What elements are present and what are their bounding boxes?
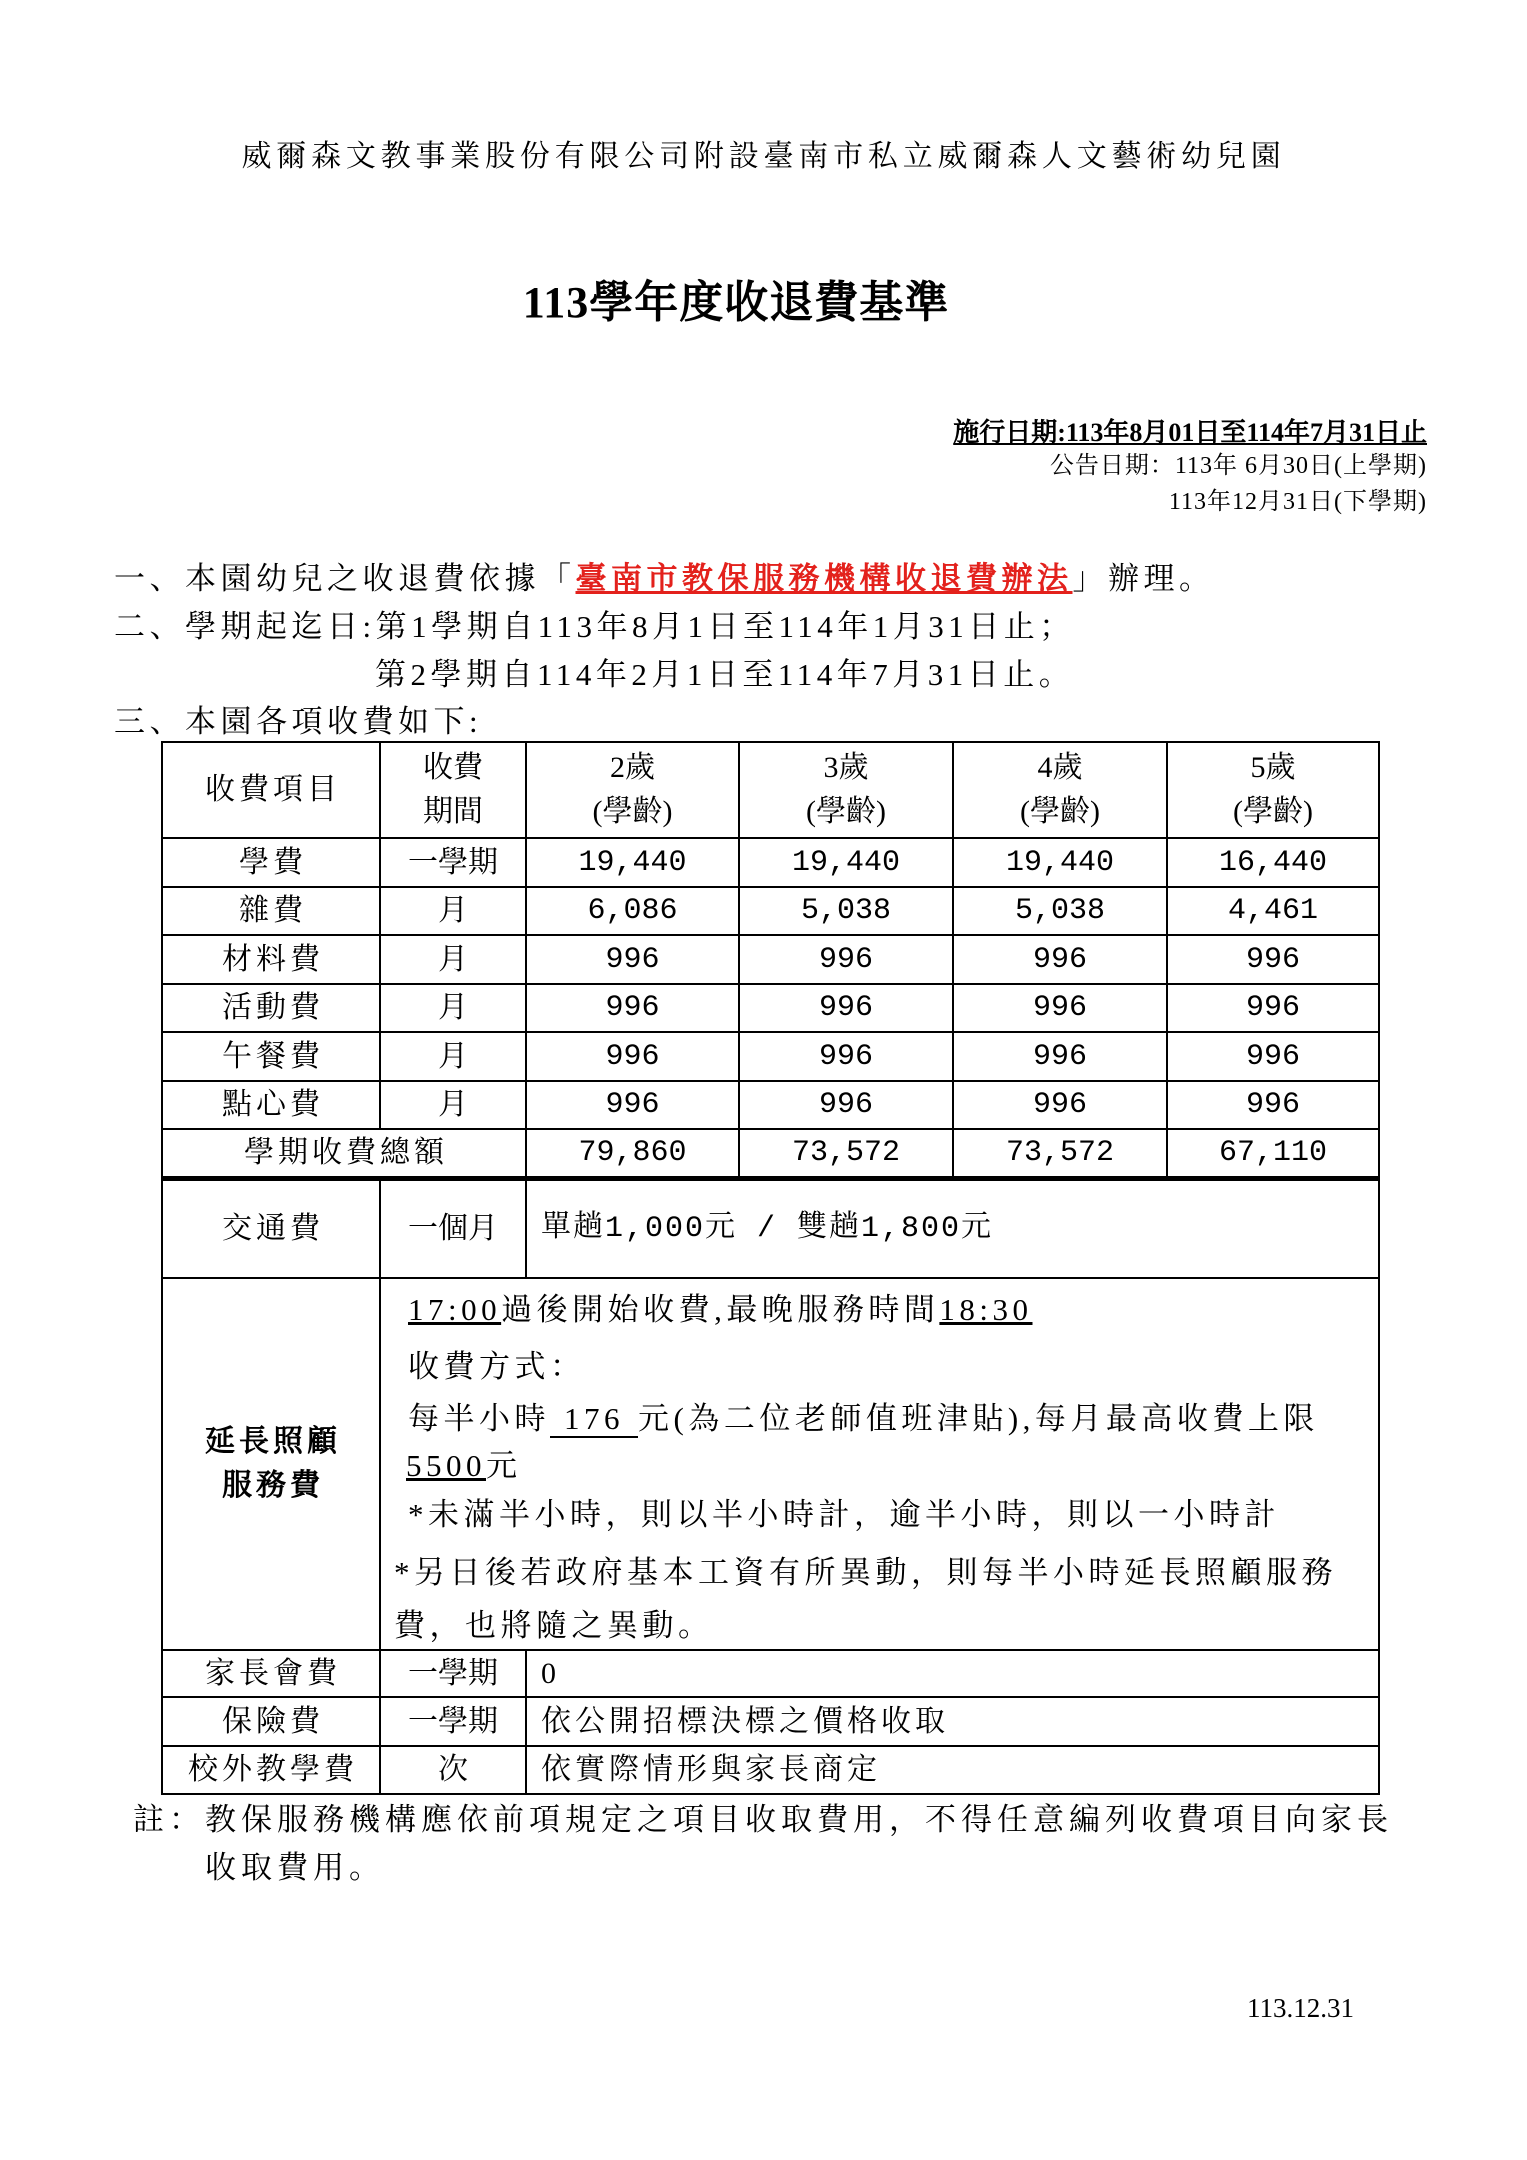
header-age-sub: (學齡) bbox=[592, 795, 673, 828]
fee-cell: 996 bbox=[526, 984, 739, 1032]
extended-care-details bbox=[380, 1278, 1379, 1650]
row-period: 月 bbox=[380, 1081, 526, 1129]
row-period: 月 bbox=[380, 935, 526, 984]
transport-row bbox=[162, 1178, 1379, 1278]
fee-cell: 996 bbox=[526, 1032, 739, 1081]
clause-2-line-1: 二、學期起迄日:第1學期自113年8月1日至114年1月31日止； bbox=[114, 609, 1075, 644]
row-period: 一學期 bbox=[380, 1650, 526, 1697]
fee-cell: 996 bbox=[526, 935, 739, 984]
fee-cell: 996 bbox=[739, 1081, 953, 1129]
fee-cell: 996 bbox=[953, 984, 1167, 1032]
announce-date-first-semester: 公告日期：113年 6月30日(上學期) bbox=[1049, 453, 1427, 479]
header-age-label: 4歲 bbox=[1037, 751, 1083, 784]
organization-name: 威爾森文教事業股份有限公司附設臺南市私立威爾森人文藝術幼兒園 bbox=[241, 140, 1286, 173]
start-time: 17:00 bbox=[408, 1292, 502, 1327]
clause-1-suffix: 」辦理。 bbox=[1072, 561, 1215, 596]
extended-care-row bbox=[162, 1278, 1379, 1650]
end-time: 18:30 bbox=[939, 1292, 1033, 1327]
header-age-2 bbox=[526, 742, 739, 838]
total-cell: 67,110 bbox=[1167, 1129, 1379, 1178]
fee-cell: 4,461 bbox=[1167, 887, 1379, 935]
row-item: 校外教學費 bbox=[162, 1746, 380, 1794]
rounding-note: *未滿半小時，則以半小時計，逾半小時，則以一小時計 bbox=[408, 1497, 1280, 1532]
row-period: 月 bbox=[380, 887, 526, 935]
clause-3: 三、本園各項收費如下: bbox=[114, 704, 483, 739]
rate-prefix: 每半小時 bbox=[408, 1401, 550, 1436]
transport-item: 交通費 bbox=[162, 1178, 380, 1278]
total-cell: 73,572 bbox=[739, 1129, 953, 1178]
row-period: 月 bbox=[380, 1032, 526, 1081]
extended-care-label-line-2: 服務費 bbox=[222, 1469, 324, 1502]
header-period bbox=[380, 742, 526, 838]
header-period-line-1: 收費 bbox=[423, 751, 483, 784]
extended-care-label bbox=[162, 1278, 380, 1650]
header-age-4 bbox=[953, 742, 1167, 838]
table-row bbox=[162, 1032, 1379, 1081]
fee-cell: 996 bbox=[526, 1081, 739, 1129]
monthly-cap bbox=[406, 1444, 522, 1488]
fee-table bbox=[161, 741, 1380, 1795]
header-age-label: 3歲 bbox=[823, 751, 869, 784]
table-header-row bbox=[162, 742, 1379, 838]
cap-value: 5500 bbox=[406, 1448, 486, 1483]
fee-cell: 996 bbox=[1167, 935, 1379, 984]
fee-cell: 19,440 bbox=[739, 838, 953, 887]
row-value: 依實際情形與家長商定 bbox=[526, 1746, 1379, 1794]
extended-care-hours bbox=[408, 1288, 1033, 1332]
fee-cell: 5,038 bbox=[953, 887, 1167, 935]
header-age-sub: (學齡) bbox=[1020, 795, 1100, 828]
header-age-sub: (學齡) bbox=[806, 795, 886, 828]
row-item: 學費 bbox=[162, 838, 380, 887]
transport-period: 一個月 bbox=[380, 1178, 526, 1278]
row-period: 一學期 bbox=[380, 1697, 526, 1746]
table-row bbox=[162, 984, 1379, 1032]
fee-cell: 996 bbox=[953, 935, 1167, 984]
clause-2-line-2: 第2學期自114年2月1日至114年7月31日止。 bbox=[375, 657, 1075, 692]
fee-cell: 996 bbox=[1167, 1032, 1379, 1081]
table-row bbox=[162, 887, 1379, 935]
header-age-sub: (學齡) bbox=[1233, 795, 1313, 828]
wage-change-note-line-2: 費，也將隨之異動。 bbox=[394, 1608, 714, 1643]
header-period-line-2: 期間 bbox=[423, 795, 483, 828]
clause-1 bbox=[114, 557, 1215, 601]
total-label: 學期收費總額 bbox=[162, 1129, 526, 1178]
header-item: 收費項目 bbox=[162, 742, 380, 838]
fee-cell: 19,440 bbox=[526, 838, 739, 887]
row-value: 0 bbox=[526, 1650, 1379, 1697]
document-title: 113學年度收退費基準 bbox=[522, 278, 950, 327]
total-cell: 79,860 bbox=[526, 1129, 739, 1178]
cap-unit: 元 bbox=[486, 1448, 522, 1483]
fee-cell: 996 bbox=[953, 1032, 1167, 1081]
row-value: 依公開招標決標之價格收取 bbox=[526, 1697, 1379, 1746]
extended-care-label-line-1: 延長照顧 bbox=[205, 1425, 341, 1458]
fee-cell: 996 bbox=[739, 984, 953, 1032]
row-period: 次 bbox=[380, 1746, 526, 1794]
row-item: 活動費 bbox=[162, 984, 380, 1032]
row-period: 月 bbox=[380, 984, 526, 1032]
announce-date-second-semester: 113年12月31日(下學期) bbox=[1168, 489, 1427, 515]
table-row bbox=[162, 838, 1379, 887]
hours-text: 過後開始收費,最晚服務時間 bbox=[501, 1292, 940, 1327]
fee-cell: 996 bbox=[739, 1032, 953, 1081]
header-age-label: 2歲 bbox=[610, 751, 655, 784]
row-item: 家長會費 bbox=[162, 1650, 380, 1697]
header-age-3 bbox=[739, 742, 953, 838]
row-item: 保險費 bbox=[162, 1697, 380, 1746]
total-cell: 73,572 bbox=[953, 1129, 1167, 1178]
row-item: 材料費 bbox=[162, 935, 380, 984]
header-age-label: 5歲 bbox=[1250, 751, 1296, 784]
rate-value: 176 bbox=[550, 1402, 638, 1438]
row-item: 午餐費 bbox=[162, 1032, 380, 1081]
charge-rate bbox=[408, 1397, 1319, 1441]
fee-cell: 16,440 bbox=[1167, 838, 1379, 887]
note-line-2: 收取費用。 bbox=[205, 1850, 385, 1885]
table-row bbox=[162, 1081, 1379, 1129]
row-item: 雜費 bbox=[162, 887, 380, 935]
row-item: 點心費 bbox=[162, 1081, 380, 1129]
table-row bbox=[162, 1650, 1379, 1697]
rate-suffix: 元(為二位老師值班津貼),每月最高收費上限 bbox=[638, 1401, 1319, 1436]
effective-date: 施行日期:113年8月01日至114年7月31日止 bbox=[953, 418, 1427, 447]
footer-date: 113.12.31 bbox=[1247, 1993, 1354, 2023]
wage-change-note-line-1: *另日後若政府基本工資有所異動，則每半小時延長照顧服務 bbox=[394, 1555, 1337, 1590]
fee-cell: 996 bbox=[739, 935, 953, 984]
extended-care-text-block bbox=[381, 1279, 1378, 1649]
fee-cell: 5,038 bbox=[739, 887, 953, 935]
table-row bbox=[162, 1697, 1379, 1746]
row-period: 一學期 bbox=[380, 838, 526, 887]
total-row bbox=[162, 1129, 1379, 1178]
clause-1-prefix: 一、本園幼兒之收退費依據「 bbox=[114, 561, 576, 596]
table-row bbox=[162, 1746, 1379, 1794]
regulation-link[interactable]: 臺南市教保服務機構收退費辦法 bbox=[575, 561, 1073, 596]
fee-cell: 996 bbox=[1167, 1081, 1379, 1129]
fee-cell: 6,086 bbox=[526, 887, 739, 935]
note-line-1: 註：教保服務機構應依前項規定之項目收取費用，不得任意編列收費項目向家長 bbox=[133, 1802, 1393, 1837]
transport-fee: 單趟1,000元 / 雙趟1,800元 bbox=[526, 1178, 1379, 1278]
fee-cell: 996 bbox=[953, 1081, 1167, 1129]
fee-cell: 19,440 bbox=[953, 838, 1167, 887]
fee-cell: 996 bbox=[1167, 984, 1379, 1032]
charge-method-label: 收費方式： bbox=[408, 1349, 586, 1384]
table-row bbox=[162, 935, 1379, 984]
header-age-5 bbox=[1167, 742, 1379, 838]
